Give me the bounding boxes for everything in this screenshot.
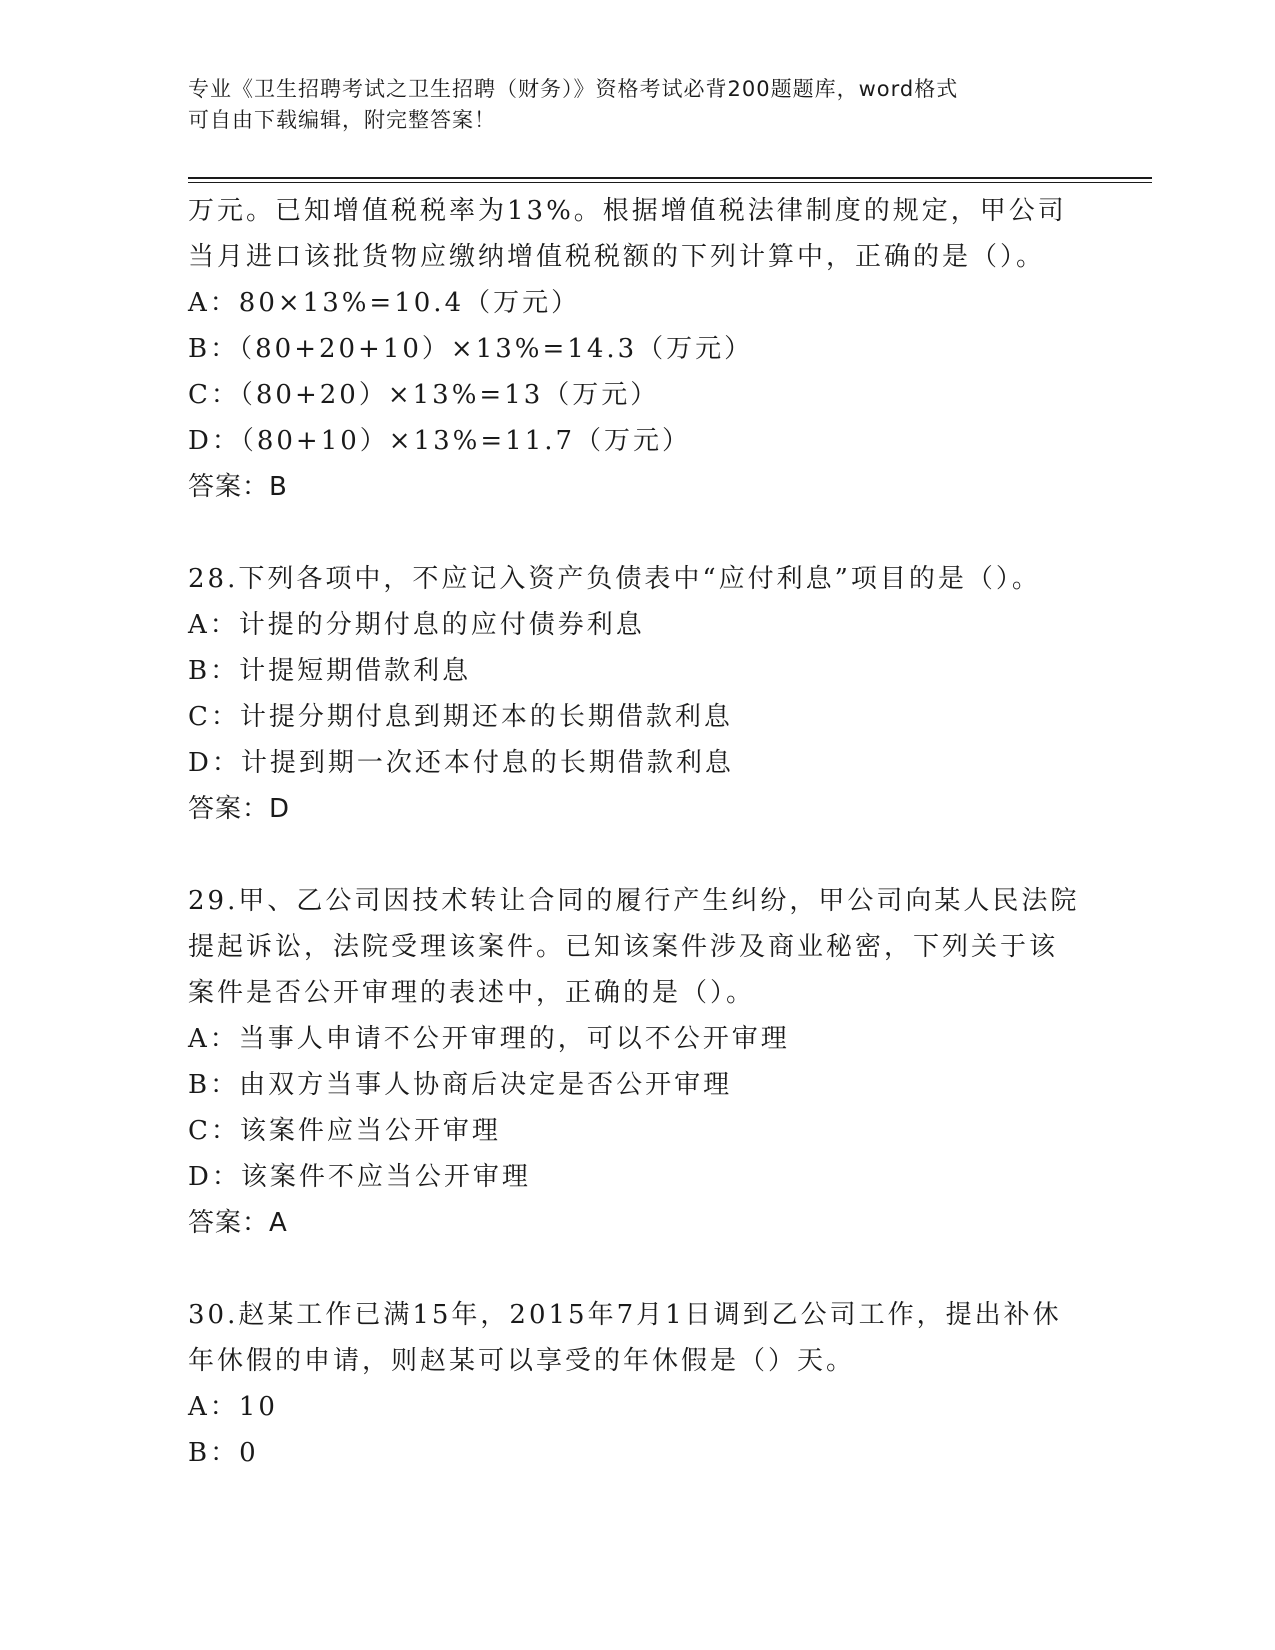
question-stem-line: 29.甲、乙公司因技术转让合同的履行产生纠纷，甲公司向某人民法院 xyxy=(188,886,1080,916)
question-content xyxy=(188,188,1108,1476)
option-a: A：当事人申请不公开审理的，可以不公开审理 xyxy=(188,1024,790,1054)
option-d: D：该案件不应当公开审理 xyxy=(188,1162,531,1192)
option-a: A：计提的分期付息的应付债券利息 xyxy=(188,610,645,640)
header-line-2: 可自由下载编辑，附完整答案！ xyxy=(188,108,496,132)
option-c: C：该案件应当公开审理 xyxy=(188,1116,501,1146)
question-27-continued xyxy=(188,188,1108,510)
question-stem-line: 案件是否公开审理的表述中，正确的是（）。 xyxy=(188,978,756,1008)
option-c: C：计提分期付息到期还本的长期借款利息 xyxy=(188,702,733,732)
question-30 xyxy=(188,1292,1108,1476)
question-stem-line: 年休假的申请，则赵某可以享受的年休假是（）天。 xyxy=(188,1346,856,1376)
page-header xyxy=(188,74,1088,136)
option-d: D：计提到期一次还本付息的长期借款利息 xyxy=(188,748,734,778)
option-c: C：（80+20）×13%=13（万元） xyxy=(188,380,660,410)
option-a: A：10 xyxy=(188,1392,278,1422)
option-d: D：（80+10）×13%=11.7（万元） xyxy=(188,426,692,456)
question-stem-line: 万元。已知增值税税率为13%。根据增值税法律制度的规定，甲公司 xyxy=(188,196,1067,226)
question-28 xyxy=(188,556,1108,832)
option-b: B：计提短期借款利息 xyxy=(188,656,472,686)
header-divider-thick xyxy=(188,177,1152,179)
question-stem-line: 提起诉讼，法院受理该案件。已知该案件涉及商业秘密，下列关于该 xyxy=(188,932,1059,962)
question-stem-line: 28.下列各项中，不应记入资产负债表中“应付利息”项目的是（）。 xyxy=(188,564,1041,594)
answer-line: 答案：D xyxy=(188,794,291,824)
answer-line: 答案：A xyxy=(188,1208,288,1238)
header-line-1: 专业《卫生招聘考试之卫生招聘（财务）》资格考试必背200题题库，word格式 xyxy=(188,77,959,101)
option-a: A：80×13%=10.4（万元） xyxy=(188,288,581,318)
answer-line: 答案：B xyxy=(188,472,288,502)
header-divider-thin xyxy=(188,182,1152,183)
question-stem-line: 当月进口该批货物应缴纳增值税税额的下列计算中，正确的是（）。 xyxy=(188,242,1046,272)
option-b: B：0 xyxy=(188,1438,259,1468)
question-stem-line: 30.赵某工作已满15年，2015年7月1日调到乙公司工作，提出补休 xyxy=(188,1300,1062,1330)
option-b: B：由双方当事人协商后决定是否公开审理 xyxy=(188,1070,733,1100)
option-b: B：（80+20+10）×13%=14.3（万元） xyxy=(188,334,754,364)
question-29 xyxy=(188,878,1108,1246)
